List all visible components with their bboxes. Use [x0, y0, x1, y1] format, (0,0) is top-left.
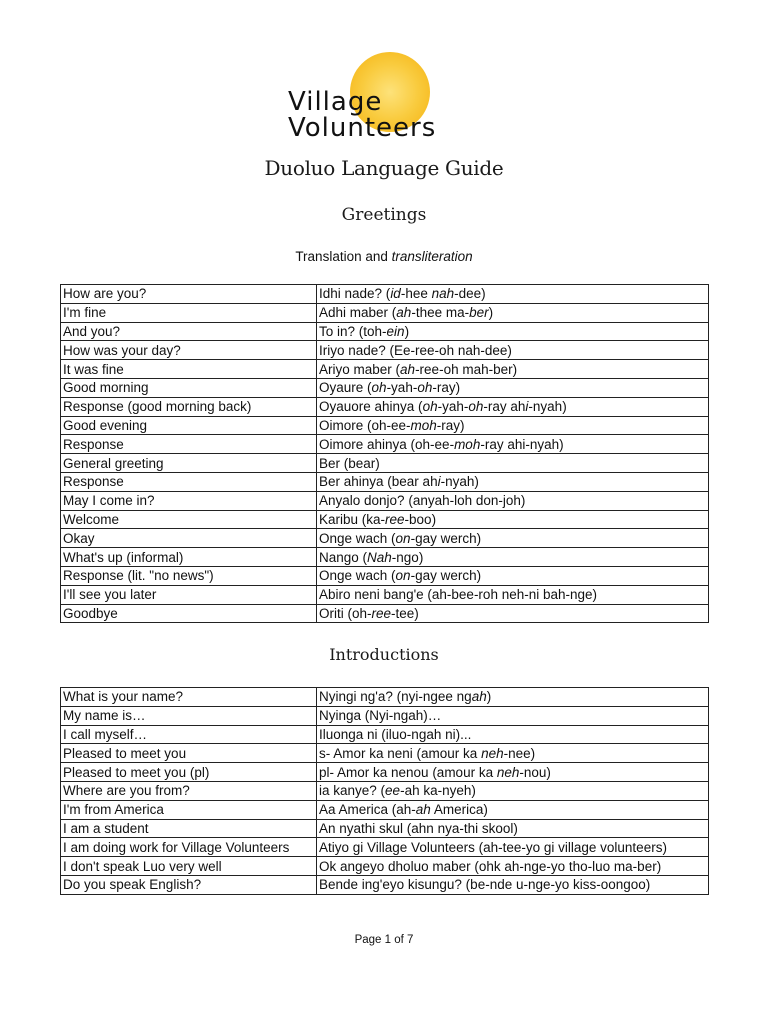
translation-segment: moh — [410, 417, 437, 433]
translation-segment: Iriyo nade? (Ee-ree-oh nah-dee) — [319, 342, 512, 358]
table-row — [61, 548, 709, 567]
english-phrase: Welcome — [61, 510, 317, 529]
translation-segment: i — [525, 399, 529, 415]
luo-translation — [317, 322, 709, 341]
english-phrase: How are you? — [61, 285, 317, 304]
english-phrase: General greeting — [61, 454, 317, 473]
translation-segment: Karibu (ka- — [319, 511, 386, 527]
translation-segment: -nyah) — [440, 474, 479, 490]
translation-segment: ) — [488, 305, 494, 321]
translation-segment: -ah ka-nyeh) — [400, 783, 476, 799]
luo-translation — [317, 378, 709, 397]
english-phrase: Where are you from? — [61, 781, 317, 800]
english-phrase: Goodbye — [61, 604, 317, 623]
translation-segment: ) — [404, 323, 410, 339]
caption-text: Translation and — [295, 249, 392, 264]
table-row — [61, 566, 709, 585]
translation-segment: Aa America (ah- — [319, 802, 416, 818]
luo-translation — [317, 875, 709, 894]
translation-segment: oh — [417, 380, 433, 396]
table-row — [61, 604, 709, 623]
translation-segment: ah — [415, 802, 431, 818]
translation-segment: Onge wach ( — [319, 530, 396, 546]
translation-segment: ia kanye? ( — [319, 783, 386, 799]
luo-translation — [317, 360, 709, 379]
logo-line1: Village — [288, 87, 383, 117]
luo-translation — [317, 341, 709, 360]
table-row — [61, 397, 709, 416]
table-row — [61, 285, 709, 304]
english-phrase: Response — [61, 435, 317, 454]
english-phrase: I am a student — [61, 819, 317, 838]
translation-segment: An nyathi skul (ahn nya-thi skool) — [319, 820, 518, 836]
translation-segment: -nee) — [503, 745, 536, 761]
table-row — [61, 819, 709, 838]
luo-translation — [317, 416, 709, 435]
introductions-table — [60, 687, 709, 895]
page-title: Duoluo Language Guide — [264, 156, 504, 180]
translation-segment: Anyalo donjo? (anyah-loh don-joh) — [319, 493, 526, 509]
english-phrase: Okay — [61, 529, 317, 548]
luo-translation — [317, 838, 709, 857]
english-phrase: I don't speak Luo very well — [61, 857, 317, 876]
table-row — [61, 378, 709, 397]
luo-translation — [317, 706, 709, 725]
luo-translation — [317, 397, 709, 416]
english-phrase: And you? — [61, 322, 317, 341]
table-row — [61, 688, 709, 707]
translation-segment: Bende ing'eyo kisungu? (be-nde u-nge-yo kiss-oongoo) — [319, 877, 651, 893]
page-number: Page 1 of 7 — [354, 934, 414, 946]
translation-segment: moh — [454, 436, 481, 452]
translation-segment: -thee ma- — [411, 305, 470, 321]
translation-segment: pl- Amor ka nenou (amour ka — [319, 764, 497, 780]
translation-segment: Nyinga (Nyi-ngah)… — [319, 708, 442, 724]
luo-translation — [317, 491, 709, 510]
table-row — [61, 744, 709, 763]
table-row — [61, 706, 709, 725]
translation-segment: Atiyo gi Village Volunteers (ah-tee-yo gi village volunteers) — [319, 839, 667, 855]
translation-segment: ree — [385, 511, 405, 527]
translation-segment: -ray) — [436, 417, 465, 433]
luo-translation — [317, 857, 709, 876]
luo-translation — [317, 472, 709, 491]
translation-segment: -yah- — [386, 380, 418, 396]
translation-segment: Abiro neni bang'e (ah-bee-roh neh-ni bah-nge) — [319, 587, 598, 603]
table-row — [61, 322, 709, 341]
table-row — [61, 435, 709, 454]
english-phrase: It was fine — [61, 360, 317, 379]
translation-segment: Nah — [367, 549, 392, 565]
english-phrase: I am doing work for Village Volunteers — [61, 838, 317, 857]
english-phrase: Pleased to meet you — [61, 744, 317, 763]
translation-segment: -ngo) — [391, 549, 424, 565]
translation-segment: -boo) — [404, 511, 437, 527]
table-caption — [0, 249, 768, 264]
table-row — [61, 725, 709, 744]
greetings-heading: Greetings — [341, 205, 427, 225]
luo-translation — [317, 800, 709, 819]
luo-translation — [317, 781, 709, 800]
luo-translation — [317, 510, 709, 529]
translation-segment: id — [390, 286, 401, 302]
translation-segment: -ray) — [432, 380, 461, 396]
luo-translation — [317, 725, 709, 744]
translation-segment: ree — [371, 605, 392, 621]
caption-italic: transliteration — [391, 249, 473, 264]
english-phrase: My name is… — [61, 706, 317, 725]
table-row — [61, 800, 709, 819]
luo-translation — [317, 529, 709, 548]
table-row — [61, 763, 709, 782]
translation-segment: -gay werch) — [410, 530, 482, 546]
translation-segment: neh — [481, 745, 504, 761]
translation-segment: -ray ahi-nyah) — [480, 436, 564, 452]
translation-segment: Oimore (oh-ee- — [319, 417, 411, 433]
english-phrase: What is your name? — [61, 688, 317, 707]
translation-segment: Idhi nade? ( — [319, 286, 391, 302]
english-phrase: I'm fine — [61, 303, 317, 322]
luo-translation — [317, 688, 709, 707]
translation-segment: -nou) — [519, 764, 551, 780]
translation-segment: ein — [386, 323, 405, 339]
table-row — [61, 585, 709, 604]
luo-translation — [317, 585, 709, 604]
translation-segment: ah — [396, 305, 412, 321]
translation-segment: Ber (bear) — [319, 455, 380, 471]
luo-translation — [317, 763, 709, 782]
english-phrase: Response (good morning back) — [61, 397, 317, 416]
translation-segment: oh — [371, 380, 387, 396]
greetings-table — [60, 284, 709, 623]
luo-translation — [317, 285, 709, 304]
luo-translation — [317, 303, 709, 322]
translation-segment: Oimore ahinya (oh-ee- — [319, 436, 455, 452]
translation-segment: Iluonga ni (iluo-ngah ni)... — [319, 726, 472, 742]
translation-segment: -dee) — [454, 286, 486, 302]
translation-segment: oh — [422, 399, 438, 415]
english-phrase: I call myself… — [61, 725, 317, 744]
translation-segment: on — [395, 568, 411, 584]
logo-line2: Volunteers — [288, 113, 437, 143]
translation-segment: neh — [496, 764, 520, 780]
english-phrase: What's up (informal) — [61, 548, 317, 567]
translation-segment: -hee — [400, 286, 432, 302]
translation-segment: Onge wach ( — [319, 568, 396, 584]
english-phrase: Response — [61, 472, 317, 491]
table-row — [61, 416, 709, 435]
english-phrase: I'll see you later — [61, 585, 317, 604]
translation-segment: -ray ah — [483, 399, 526, 415]
table-row — [61, 472, 709, 491]
translation-segment: oh — [468, 399, 484, 415]
table-row — [61, 491, 709, 510]
english-phrase: Pleased to meet you (pl) — [61, 763, 317, 782]
luo-translation — [317, 454, 709, 473]
translation-segment: Ariyo maber ( — [319, 361, 401, 377]
translation-segment: i — [437, 474, 441, 490]
english-phrase: How was your day? — [61, 341, 317, 360]
translation-segment: Nyingi ng'a? (nyi-ngee ng — [319, 689, 472, 705]
translation-segment: Ok angeyo dholuo maber (ohk ah-nge-yo tho-luo ma-ber) — [319, 858, 662, 874]
table-row — [61, 529, 709, 548]
table-row — [61, 857, 709, 876]
translation-segment: Oriti (oh- — [319, 605, 372, 621]
introductions-heading: Introductions — [329, 645, 439, 664]
english-phrase: Good evening — [61, 416, 317, 435]
translation-segment: Oyauore ahinya ( — [319, 399, 423, 415]
table-row — [61, 360, 709, 379]
translation-segment: on — [395, 530, 411, 546]
luo-translation — [317, 435, 709, 454]
translation-segment: ) — [486, 689, 492, 705]
translation-segment: ee — [385, 783, 401, 799]
english-phrase: Good morning — [61, 378, 317, 397]
luo-translation — [317, 548, 709, 567]
english-phrase: Response (lit. "no news") — [61, 566, 317, 585]
translation-segment: ah — [400, 361, 416, 377]
english-phrase: May I come in? — [61, 491, 317, 510]
english-phrase: I'm from America — [61, 800, 317, 819]
table-row — [61, 781, 709, 800]
translation-segment: Ber ahinya (bear ah — [319, 474, 438, 490]
table-row — [61, 510, 709, 529]
translation-segment: -nyah) — [528, 399, 567, 415]
luo-translation — [317, 819, 709, 838]
translation-segment: s- Amor ka neni (amour ka — [319, 745, 482, 761]
translation-segment: Nango ( — [319, 549, 368, 565]
translation-segment: Oyaure ( — [319, 380, 372, 396]
table-row — [61, 454, 709, 473]
luo-translation — [317, 566, 709, 585]
luo-translation — [317, 604, 709, 623]
luo-translation — [317, 744, 709, 763]
table-row — [61, 303, 709, 322]
table-row — [61, 341, 709, 360]
translation-segment: ah — [471, 689, 487, 705]
translation-segment: America) — [430, 802, 488, 818]
table-row — [61, 838, 709, 857]
translation-segment: nah — [431, 286, 455, 302]
translation-segment: Adhi maber ( — [319, 305, 397, 321]
translation-segment: ber — [469, 305, 489, 321]
village-volunteers-logo — [284, 52, 484, 148]
table-row — [61, 875, 709, 894]
english-phrase: Do you speak English? — [61, 875, 317, 894]
translation-segment: To in? (toh- — [319, 323, 387, 339]
translation-segment: -gay werch) — [410, 568, 482, 584]
translation-segment: -ree-oh mah-ber) — [415, 361, 518, 377]
translation-segment: -tee) — [391, 605, 419, 621]
translation-segment: -yah- — [437, 399, 469, 415]
